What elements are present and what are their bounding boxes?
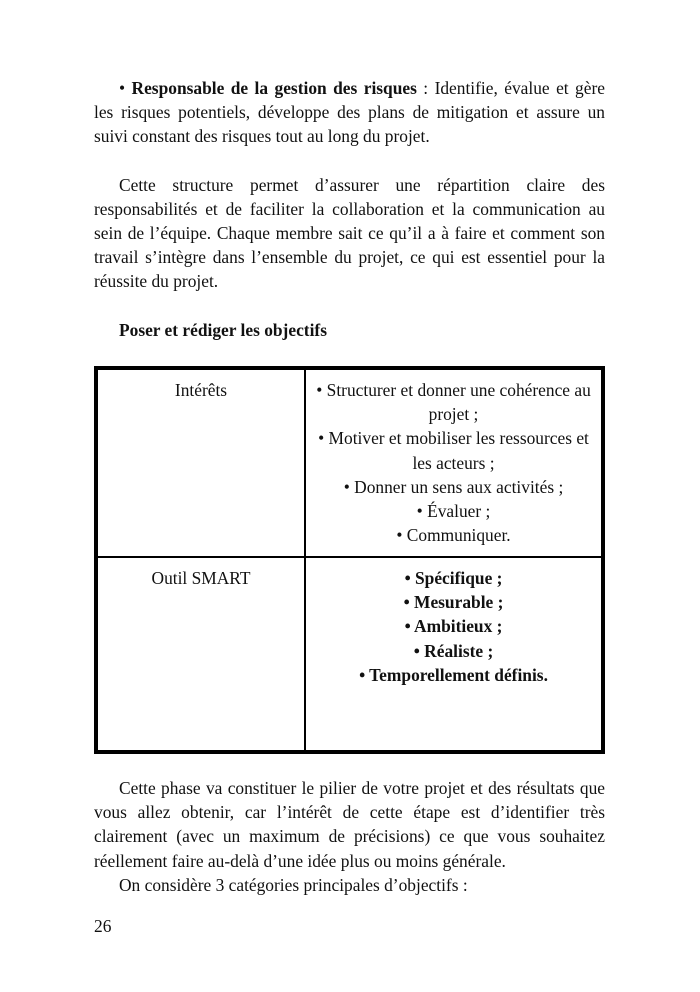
list-item: • Évaluer ; xyxy=(416,501,491,522)
section-title: Poser et rédiger les objectifs xyxy=(119,319,327,340)
phase-paragraph: Cette phase va constituer le pilier de votre projet et des résultats que vous allez obtenir, car l’intérêt de cette étape est d’identifier très clairement (avec un maximum de précisions) ce que vous souhaitez réellement faire au-delà d’une idée plus ou moins générale. xyxy=(94,778,605,871)
smart-items xyxy=(305,557,603,752)
bullet-lead: Responsable de la gestion des risques xyxy=(131,78,417,98)
interets-items xyxy=(305,368,603,557)
structure-paragraph: Cette structure permet d’assurer une répartition claire des responsabilités et de faciliter la collaboration et la communication au sein de l’équipe. Chaque membre sait ce qu’il a à faire et comment son travail s’intègre dans l’ensemble du projet, ce qui est essentiel pour la réussite du projet. xyxy=(94,174,605,292)
row-label-interets: Intérêts xyxy=(96,368,305,557)
list-item: • Ambitieux ; xyxy=(404,616,503,637)
page-body xyxy=(94,76,605,342)
list-item: • Mesurable ; xyxy=(403,592,504,613)
page-number: 26 xyxy=(94,916,112,936)
closing-text xyxy=(94,776,605,897)
table-row xyxy=(96,368,603,557)
list-item: • Structurer et donner une cohérence au projet ; xyxy=(316,380,591,425)
bullet-text: : Identifie, évalue et gère les risques potentiels, développe des plans de mitigation et assure un suivi constant des risques tout au long du projet. xyxy=(94,78,605,147)
list-item: • Communiquer. xyxy=(396,525,511,546)
table-row xyxy=(96,557,603,752)
list-item: • Donner un sens aux activités ; xyxy=(343,476,564,497)
list-item: • Spécifique ; xyxy=(404,567,503,588)
list-item: • Temporellement définis. xyxy=(359,664,548,685)
list-item: • Réaliste ; xyxy=(413,640,494,661)
bullet-symbol: • xyxy=(119,78,126,98)
categories-paragraph: On considère 3 catégories principales d’objectifs : xyxy=(119,874,468,895)
risk-manager-bullet xyxy=(94,76,605,149)
objectives-table xyxy=(94,366,605,754)
row-label-smart: Outil SMART xyxy=(96,557,305,752)
list-item: • Motiver et mobiliser les ressources et les acteurs ; xyxy=(318,428,589,473)
